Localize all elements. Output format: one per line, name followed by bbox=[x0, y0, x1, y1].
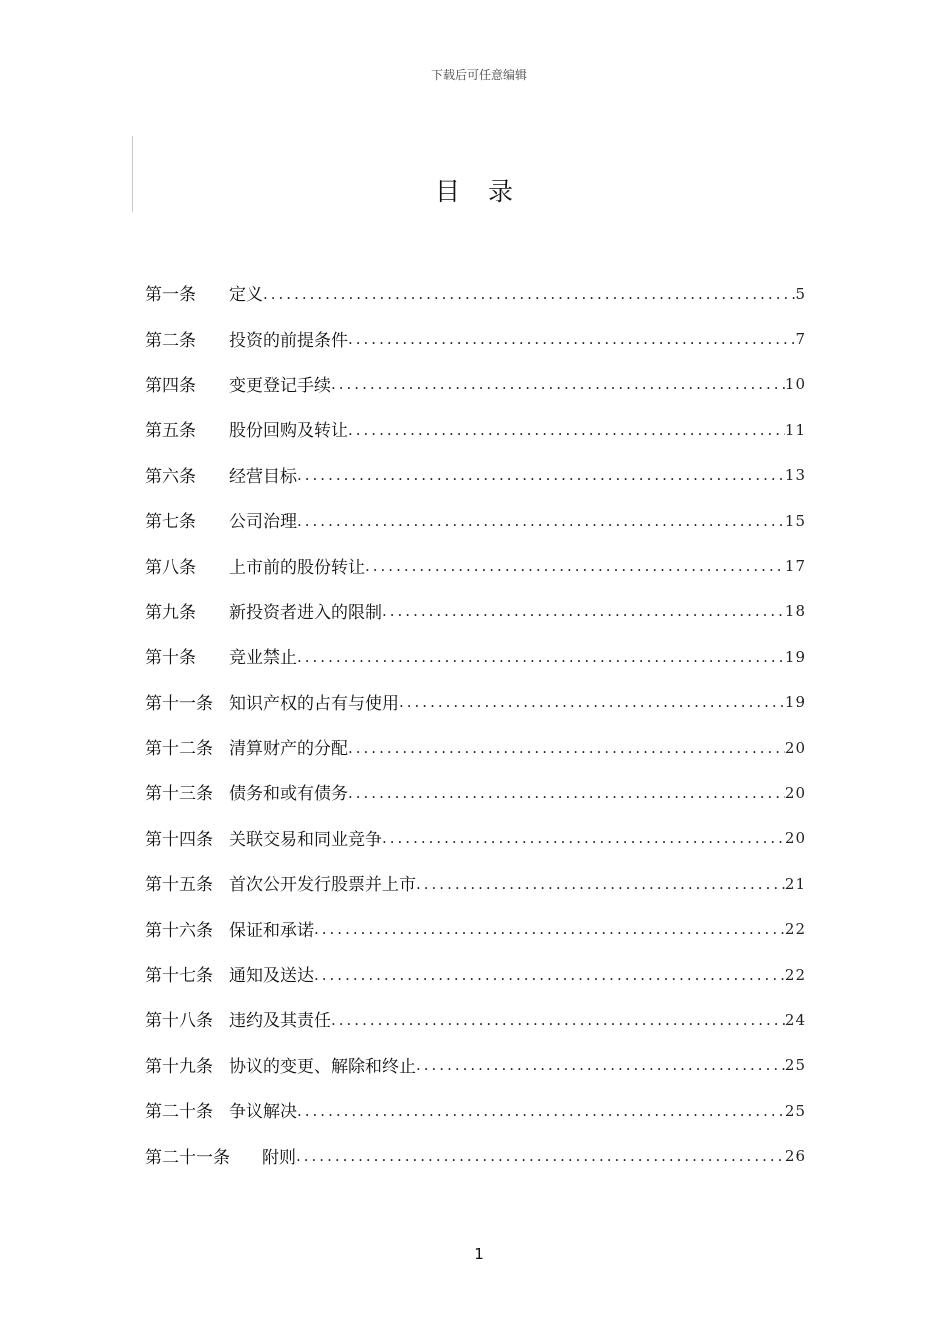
toc-entry-title: 新投资者进入的限制 bbox=[229, 602, 382, 623]
toc-entry[interactable] bbox=[145, 361, 806, 406]
toc-entry[interactable] bbox=[145, 951, 806, 996]
toc-dot-leader bbox=[382, 600, 785, 620]
toc-entry-number: 第十五条 bbox=[145, 875, 213, 896]
toc-entry-title: 债务和或有债务 bbox=[229, 784, 348, 805]
toc-entry-number: 第十八条 bbox=[145, 1011, 213, 1032]
toc-entry-title: 上市前的股份转让 bbox=[229, 557, 365, 578]
toc-entry[interactable] bbox=[145, 452, 806, 497]
toc-entry[interactable] bbox=[145, 497, 806, 542]
toc-entry-title: 投资的前提条件 bbox=[229, 330, 348, 351]
toc-dot-leader bbox=[314, 918, 785, 938]
toc-entry-number: 第十二条 bbox=[145, 739, 213, 760]
toc-entry-title: 清算财产的分配 bbox=[229, 739, 348, 760]
toc-entry[interactable] bbox=[145, 270, 806, 315]
toc-dot-leader bbox=[348, 328, 795, 348]
toc-dot-leader bbox=[296, 1145, 785, 1165]
toc-dot-leader bbox=[297, 464, 785, 484]
toc-entry-number: 第十九条 bbox=[145, 1056, 213, 1077]
toc-entry[interactable] bbox=[145, 588, 806, 633]
toc-dot-leader bbox=[297, 510, 785, 530]
toc-entry-title: 协议的变更、解除和终止 bbox=[229, 1056, 416, 1077]
toc-entry-page: 25 bbox=[784, 1056, 806, 1075]
toc-entry-page: 19 bbox=[784, 647, 806, 666]
toc-entry[interactable] bbox=[145, 996, 806, 1041]
toc-entry-page: 20 bbox=[784, 783, 806, 802]
toc-entry-title: 公司治理 bbox=[229, 512, 297, 533]
toc-entry-page: 22 bbox=[784, 920, 806, 939]
toc-entry-page: 7 bbox=[795, 330, 806, 349]
toc-entry-title: 经营目标 bbox=[229, 466, 297, 487]
toc-dot-leader bbox=[314, 964, 785, 984]
toc-entry-title: 违约及其责任 bbox=[229, 1011, 331, 1032]
toc-entry-number: 第七条 bbox=[145, 512, 196, 533]
toc-entry-number: 第二十条 bbox=[145, 1102, 213, 1123]
toc-entry-number: 第十条 bbox=[145, 648, 196, 669]
toc-entry-page: 10 bbox=[784, 375, 806, 394]
toc-entry-page: 5 bbox=[795, 284, 806, 303]
toc-entry-title: 关联交易和同业竞争 bbox=[229, 829, 382, 850]
page-number: 1 bbox=[474, 1245, 484, 1263]
toc-entry-page: 18 bbox=[784, 602, 806, 621]
toc-dot-leader bbox=[297, 646, 785, 666]
toc-entry[interactable] bbox=[145, 724, 806, 769]
toc-entry-page: 26 bbox=[784, 1147, 806, 1166]
toc-entry[interactable] bbox=[145, 542, 806, 587]
toc-dot-leader bbox=[348, 737, 785, 757]
toc-entry-number: 第十七条 bbox=[145, 966, 213, 987]
toc-entry-title: 股份回购及转让 bbox=[229, 421, 348, 442]
toc-dot-leader bbox=[365, 555, 785, 575]
toc-entry[interactable] bbox=[145, 315, 806, 360]
toc-entry-page: 21 bbox=[784, 874, 806, 893]
toc-entry-title: 首次公开发行股票并上市 bbox=[229, 875, 416, 896]
toc-entry-page: 22 bbox=[784, 965, 806, 984]
toc-dot-leader bbox=[382, 827, 785, 847]
toc-entry-page: 20 bbox=[784, 829, 806, 848]
toc-entry[interactable] bbox=[145, 633, 806, 678]
toc-entry-title: 变更登记手续 bbox=[229, 375, 331, 396]
toc-entry-number: 第十一条 bbox=[145, 693, 213, 714]
toc-dot-leader bbox=[399, 691, 785, 711]
toc-entry[interactable] bbox=[145, 679, 806, 724]
toc-entry-title: 通知及送达 bbox=[229, 966, 314, 987]
toc-entry-page: 20 bbox=[784, 738, 806, 757]
toc-dot-leader bbox=[297, 1100, 785, 1120]
toc-dot-leader bbox=[348, 782, 785, 802]
toc-entry-title: 知识产权的占有与使用 bbox=[229, 693, 399, 714]
toc-entry[interactable] bbox=[145, 1042, 806, 1087]
toc-entry-page: 17 bbox=[784, 557, 806, 576]
toc-entry-title: 附则 bbox=[262, 1147, 296, 1168]
toc-entry-page: 15 bbox=[784, 511, 806, 530]
toc-entry-number: 第八条 bbox=[145, 557, 196, 578]
toc-entry[interactable] bbox=[145, 769, 806, 814]
toc-entry-title: 保证和承诺 bbox=[229, 920, 314, 941]
toc-dot-leader bbox=[263, 283, 795, 303]
toc-entry-page: 13 bbox=[784, 466, 806, 485]
toc-entry-title: 竞业禁止 bbox=[229, 648, 297, 669]
toc-entry-page: 11 bbox=[784, 420, 806, 439]
toc-entry-title: 定义 bbox=[229, 285, 263, 306]
toc-entry[interactable] bbox=[145, 860, 806, 905]
toc-entry-page: 19 bbox=[784, 693, 806, 712]
toc-dot-leader bbox=[331, 373, 785, 393]
toc-dot-leader bbox=[416, 1054, 785, 1074]
toc-entry-number: 第二条 bbox=[145, 330, 196, 351]
toc-dot-leader bbox=[348, 419, 785, 439]
toc-entry-number: 第二十一条 bbox=[145, 1147, 230, 1168]
toc-entry-number: 第一条 bbox=[145, 285, 196, 306]
toc-dot-leader bbox=[416, 873, 785, 893]
toc-entry-number: 第十四条 bbox=[145, 829, 213, 850]
toc-title: 目 录 bbox=[435, 177, 523, 206]
toc-entry-number: 第九条 bbox=[145, 602, 196, 623]
toc-entry[interactable] bbox=[145, 1132, 806, 1177]
toc-entry-number: 第四条 bbox=[145, 375, 196, 396]
toc-entry-number: 第六条 bbox=[145, 466, 196, 487]
toc-entry-number: 第十三条 bbox=[145, 784, 213, 805]
toc-entry-number: 第五条 bbox=[145, 421, 196, 442]
toc-entry[interactable] bbox=[145, 905, 806, 950]
toc-entry-page: 24 bbox=[784, 1010, 806, 1029]
toc-dot-leader bbox=[331, 1009, 785, 1029]
toc-entry[interactable] bbox=[145, 1087, 806, 1132]
header-note: 下载后可任意编辑 bbox=[430, 68, 527, 82]
toc-entry-title: 争议解决 bbox=[229, 1102, 297, 1123]
toc-entry[interactable] bbox=[145, 406, 806, 451]
table-of-contents bbox=[145, 270, 806, 1178]
toc-entry[interactable] bbox=[145, 815, 806, 860]
toc-entry-number: 第十六条 bbox=[145, 920, 213, 941]
toc-entry-page: 25 bbox=[784, 1101, 806, 1120]
